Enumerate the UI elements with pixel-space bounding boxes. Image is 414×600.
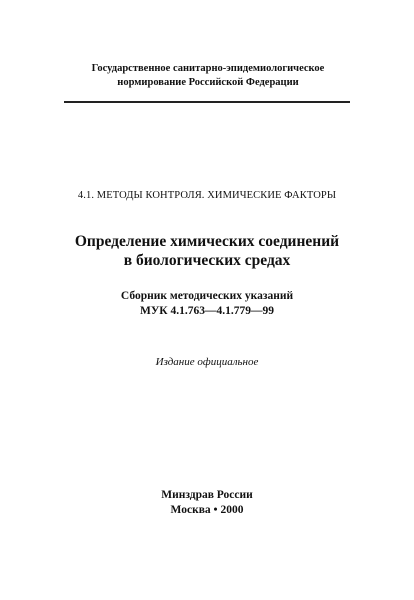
- publisher-block: [0, 488, 414, 518]
- header-divider: [64, 101, 350, 103]
- document-subtitle: [0, 289, 414, 319]
- title-line-1: Определение химических соединений: [74, 233, 340, 250]
- subtitle-line-2: МУК 4.1.763—4.1.779—99: [139, 305, 274, 317]
- header-line-2: нормирование Российской Федерации: [117, 77, 299, 88]
- header-line-1: Государственное санитарно-эпидемиологическое: [91, 63, 325, 74]
- publisher-line-1: Минздрав России: [161, 489, 253, 501]
- title-line-2: в биологических средах: [123, 252, 291, 269]
- document-title: [0, 232, 414, 270]
- edition-note: Издание официальное: [155, 356, 259, 368]
- subtitle-line-1: Сборник методических указаний: [120, 290, 294, 302]
- series-heading: 4.1. МЕТОДЫ КОНТРОЛЯ. ХИМИЧЕСКИЕ ФАКТОРЫ: [77, 190, 337, 201]
- publisher-line-2: Москва • 2000: [170, 504, 244, 516]
- document-header: [78, 62, 338, 90]
